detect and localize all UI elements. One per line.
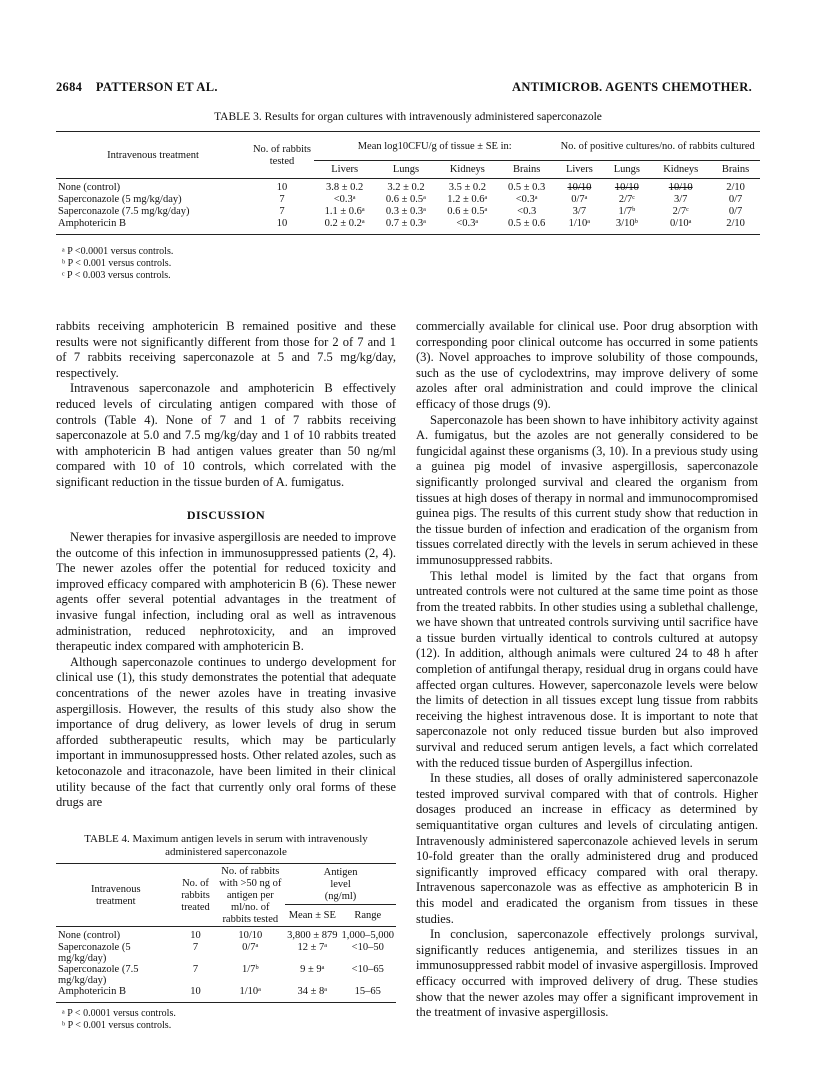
t3-cell: 3.5 ± 0.2 [448, 182, 486, 193]
table-row [56, 206, 760, 218]
table-row [56, 218, 760, 230]
t3-cell: Saperconazole (5 mg/kg/day) [58, 194, 182, 205]
t3-cell: 0/7ᵃ [571, 194, 588, 205]
t4-cell: 10/10 [238, 930, 263, 941]
t3-cell: 7 [279, 194, 285, 205]
t3-cell: 0/7 [728, 206, 743, 217]
t3-cell: 3.2 ± 0.2 [387, 182, 425, 193]
paragraph: In conclusion, saperconazole effectively prolongs survival, significantly reduces antigenemia, and sterilizes tissues in an immunosuppressed rabbit model of invasive aspergillosis. Improved efficacy occurred with improved delivery of drug. These studies show that the newer azoles may offer a significant improvement in the treatment of invasive aspergillosis. [416, 927, 758, 1020]
paragraph: Saperconazole has been shown to have inhibitory activity against A. fumigatus, but the azoles are not generally considered to be fungicidal against these organisms (3, 10). In a previous study using a guinea pig model of invasive aspergillosis, saperconazole significantly prolonged survival and cleared the organism from tissues at high doses of therapy in normal and immunocompromised guinea pigs. The results of this current study show that reduction in the tissue burden of infection and eradication of the organism from tissues correlated directly with the levels in serum achieved in these immunosuppressed rabbits. [416, 412, 758, 567]
t4-cell: 7 [192, 964, 199, 975]
t3-cell: <0.3 [517, 206, 537, 217]
t3-cell: 7 [279, 206, 285, 217]
t3-cell: 3/10ᵇ [615, 218, 638, 229]
t3-cell: Amphotericin B [58, 218, 126, 229]
t3-pcol-lungs: Lungs [613, 163, 640, 175]
t4-head-rabbits: No. of rabbits treated [181, 878, 210, 913]
right-column [416, 319, 758, 1021]
t4-cell: None (control) [58, 930, 121, 941]
t3-cell: 10 [276, 182, 288, 193]
table-row [56, 194, 760, 206]
t4-col-mean: Mean ± SE [288, 909, 336, 921]
t3-cell: <0.3ᵃ [333, 194, 356, 205]
t4-cell: 9 ± 9ᵃ [300, 964, 325, 975]
t3-head-mean-group: Mean log10CFU/g of tissue ± SE in: [314, 134, 555, 161]
t3-cell: 0.7 ± 0.3ᵃ [385, 218, 427, 229]
t3-cell: 0.6 ± 0.5ᵃ [447, 206, 488, 217]
t4-cell: 15–65 [354, 986, 381, 997]
t4-cell: 7 [192, 942, 199, 953]
table3-footnote-c: ᶜ P < 0.003 versus controls. [62, 270, 171, 281]
table-row [56, 930, 396, 942]
section-heading-discussion: DISCUSSION [186, 508, 266, 522]
t4-cell: 10 [190, 930, 201, 941]
t4-cell: Amphotericin B [58, 986, 126, 997]
t3-cell: 10/10 [614, 182, 639, 193]
paragraph: In these studies, all doses of orally administered saperconazole tested improved survival compared with that of controls. Higher dosages produced an increase in efficacy as determined by semiquantitative organ cultures and levels of circulating antigen. Intravenously administered saperconazole achieved levels in serum 10-fold greater than the orally administered drug and produced significantly improved efficacy compared with oral therapy. Intravenous saperconazole was as effective as amphotericin B in this model and eradicated the organism from tissues in these studies. [416, 771, 758, 926]
t3-cell: 3/7 [674, 194, 688, 205]
t3-head-treatment: Intravenous treatment [107, 150, 199, 161]
author-line: PATTERSON ET AL. [95, 80, 218, 94]
t3-cell: 2/7ᶜ [672, 206, 689, 217]
table-row [56, 182, 760, 194]
table3-footnote-b: ᵇ P < 0.001 versus controls. [62, 258, 172, 269]
t4-cell: 3,800 ± 879 [287, 930, 338, 941]
t3-col-kidneys: Kidneys [449, 163, 485, 175]
table4-footnote-a: ᵃ P < 0.0001 versus controls. [62, 1008, 176, 1019]
t3-cell: Saperconazole (7.5 mg/kg/day) [58, 206, 190, 217]
table3-title: TABLE 3. Results for organ cultures with intravenously administered saperconazole [214, 111, 602, 123]
t3-cell: 2/10 [726, 218, 745, 229]
paragraph: Although saperconazole continues to undergo development for clinical use (1), this study demonstrates the potential that adequate concentrations of the newer azoles have in treating invasive aspergillosis. However, the results of this study also show the importance of drug delivery, as lower levels of drug in serum afforded subtherapeutic results, which may be particularly important in immunosuppressed hosts. Other related azoles, such as ketoconazole and itraconazole, have been limited in their clinical utility because of the fact that currently only oral forms of these drugs are [56, 654, 396, 810]
t4-cell: Saperconazole (7.5 mg/kg/day) [58, 964, 139, 986]
paragraph: Intravenous saperconazole and amphotericin B effectively reduced levels of circulating antigen compared with those of controls (Table 4). None of 7 and 1 of 7 rabbits receiving saperconazole at 5.0 and 7.5 mg/kg/day and 1 of 10 rabbits treated with amphotericin B had antigen values greater than 50 ng/ml compared with 10 of 10 controls, which correlated with the significant reduction in the tissue burden of A. fumigatus. [56, 381, 396, 489]
paragraph: Newer therapies for invasive aspergillosis are needed to improve the outcome of this infection in immunosuppressed patients (2, 4). The newer azoles offer the potential for reduced toxicity and improved efficacy compared with amphotericin B (6). These newer agents offer several potential advantages in the treatment of invasive fungal infection, including oral as well as intravenous administration, reduced nephrotoxicity, and an improved therapeutic index compared with amphotericin B. [56, 530, 396, 654]
t4-head-treatment: Intravenous treatment [90, 884, 141, 907]
left-column-top [56, 319, 396, 491]
t4-cell: 1/10ᵃ [239, 986, 262, 997]
t3-cell: 10 [276, 218, 288, 229]
t4-col-range: Range [354, 909, 382, 921]
table4-title: TABLE 4. Maximum antigen levels in serum with intravenously administered saperconazole [84, 833, 368, 858]
t3-cell: 0/7 [728, 194, 743, 205]
t4-cell: 12 ± 7ᵃ [297, 942, 328, 953]
t3-head-rabbits: No. of rabbits tested [252, 144, 312, 167]
t3-cell: 3/7 [572, 206, 587, 217]
left-column-discussion [56, 530, 396, 811]
running-header-left [56, 80, 218, 95]
t4-cell: Saperconazole (5 mg/kg/day) [58, 942, 131, 964]
t3-pcol-kidneys: Kidneys [663, 163, 699, 175]
t3-cell: 10/10 [567, 182, 592, 193]
t3-cell: <0.3ᵃ [456, 218, 479, 229]
paragraph: rabbits receiving amphotericin B remained positive and these results were not significantly different from those for 2 of 7 and 1 of 7 rabbits receiving saperconazole at 5 and 7.5 mg/kg/day, respectively. [56, 319, 396, 380]
t4-cell: <10–65 [351, 964, 384, 975]
table3-top-rule [56, 131, 760, 132]
t3-col-livers: Livers [331, 163, 359, 175]
t4-cell: 1/7ᵇ [241, 964, 259, 975]
t3-cell: 0.5 ± 0.3 [508, 182, 546, 193]
t3-cell: 2/10 [726, 182, 745, 193]
page-number: 2684 [56, 80, 83, 94]
t3-cell: 1.2 ± 0.6ᵃ [447, 194, 488, 205]
t4-cell: <10–50 [351, 942, 384, 953]
t3-cell: 3.8 ± 0.2 [326, 182, 364, 193]
t3-cell: 2/7ᶜ [618, 194, 635, 205]
t3-cell: 1/10ᵃ [568, 218, 591, 229]
t3-cell: 0.2 ± 0.2ᵃ [324, 218, 365, 229]
t3-cell: 0.3 ± 0.3ᵃ [385, 206, 427, 217]
table3 [56, 134, 760, 235]
t4-head-over50: No. of rabbits with >50 ng of antigen per ml/no. of rabbits tested [219, 866, 282, 925]
t4-head-antigen-group: Antigen level (ng/ml) [285, 866, 396, 905]
t3-pcol-brains: Brains [721, 163, 750, 175]
t3-col-brains: Brains [512, 163, 541, 175]
paragraph: commercially available for clinical use. Poor drug absorption with corresponding poor clinical outcome has occurred in some patients (3). Novel approaches to improve solubility of those compounds, such as the use of cyclodextrins, may improve delivery of some azoles after oral administration and could improve the clinical efficacy of those drugs (9). [416, 319, 758, 411]
t3-cell: <0.3ᵃ [515, 194, 538, 205]
table4-top-rule [56, 863, 396, 864]
table3-footnote-a: ᵃ P <0.0001 versus controls. [62, 246, 174, 257]
t3-col-lungs: Lungs [392, 163, 420, 175]
table-row [56, 964, 396, 986]
t4-cell: 0/7ᵃ [242, 942, 259, 953]
table4 [56, 866, 396, 1003]
t3-cell: 0.5 ± 0.6 [508, 218, 546, 229]
t3-cell: 1/7ᵇ [618, 206, 636, 217]
t3-cell: 1.1 ± 0.6ᵃ [324, 206, 365, 217]
t4-cell: 10 [190, 986, 201, 997]
t3-cell: 0.6 ± 0.5ᵃ [385, 194, 427, 205]
table-row [56, 986, 396, 998]
table4-footnote-b: ᵇ P < 0.001 versus controls. [62, 1020, 172, 1031]
t4-cell: 1,000–5,000 [341, 930, 394, 941]
t3-cell: 10/10 [668, 182, 693, 193]
t3-pcol-livers: Livers [565, 163, 593, 175]
t3-head-pos-group: No. of positive cultures/no. of rabbits cultured [555, 134, 760, 161]
journal-name: ANTIMICROB. AGENTS CHEMOTHER. [512, 80, 752, 94]
t3-cell: None (control) [58, 182, 121, 193]
t3-cell: 0/10ᵃ [669, 218, 692, 229]
table-row [56, 942, 396, 964]
paragraph: This lethal model is limited by the fact that organs from untreated controls were not cultured at the same time point as those from the treated rabbits. In other studies using a sublethal challenge, we have shown that untreated controls surviving until sacrifice have a tissue burden virtually identical to controls cultured at autopsy (12). In addition, although animals were cultured 24 to 48 h after completion of antifungal therapy, residual drug in organs could have affected organ cultures. However, saperconazole levels were below the limits of detection in all tissues except lung tissue from rabbits receiving the highest intravenous dose. It is important to note that saperconazole not only reduced tissue burden but also improved survival and reduced serum antigen levels, a fact which correlated with the reduced tissue burden of Aspergillus infection. [416, 568, 758, 770]
t4-cell: 34 ± 8ᵃ [297, 986, 328, 997]
